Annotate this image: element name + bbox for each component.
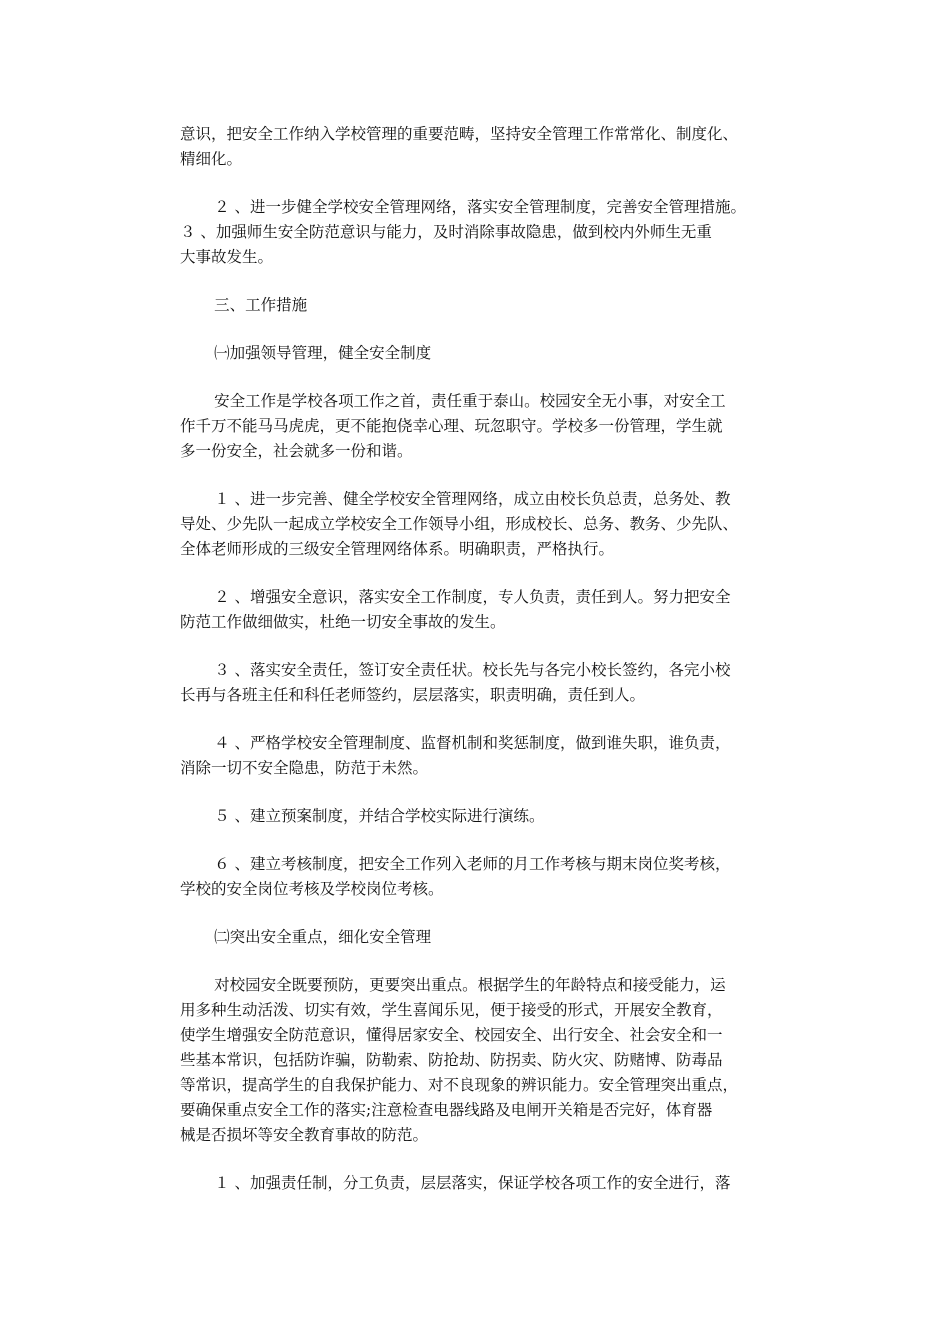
- text-line: 学校的安全岗位考核及学校岗位考核。: [180, 880, 444, 898]
- text-line: ２ 、进一步健全学校安全管理网络，落实安全管理制度，完善安全管理措施。: [214, 198, 747, 216]
- text-line: 消除一切不安全隐患，防范于未然。: [180, 759, 429, 777]
- paragraph: [180, 658, 780, 708]
- paragraph: [180, 389, 780, 464]
- text-line: 要确保重点安全工作的落实;注意检查电器线路及电闸开关箱是否完好，体育器: [180, 1101, 713, 1119]
- text-line: １ 、加强责任制，分工负责，层层落实，保证学校各项工作的安全进行，落: [214, 1174, 731, 1192]
- text-line: ３ 、加强师生安全防范意识与能力，及时消除事故隐患，做到校内外师生无重: [180, 223, 712, 241]
- text-line: 作千万不能马马虎虎，更不能抱侥幸心理、玩忽职守。学校多一份管理，学生就: [180, 417, 723, 435]
- document-body: [180, 122, 780, 1219]
- paragraph: [180, 585, 780, 635]
- text-line: 导处、少先队一起成立学校安全工作领导小组，形成校长、总务、教务、少先队、: [180, 515, 739, 533]
- text-line: 多一份安全，社会就多一份和谐。: [180, 442, 413, 460]
- text-line: ２ 、增强安全意识，落实安全工作制度，专人负责，责任到人。努力把安全: [214, 588, 731, 606]
- text-line: 用多种生动活泼、切实有效，学生喜闻乐见，便于接受的形式，开展安全教育，: [180, 1001, 723, 1019]
- paragraph: [180, 220, 780, 270]
- text-line: 三、工作措施: [214, 296, 308, 314]
- paragraph: [180, 731, 780, 781]
- paragraph: [180, 487, 780, 562]
- paragraph: [180, 341, 780, 366]
- paragraph: [180, 804, 780, 829]
- paragraph: [180, 122, 780, 172]
- paragraph: [180, 293, 780, 318]
- text-line: １ 、进一步完善、健全学校安全管理网络，成立由校长负总责，总务处、教: [214, 490, 731, 508]
- text-line: 意识，把安全工作纳入学校管理的重要范畴，坚持安全管理工作常常化、制度化、: [180, 125, 739, 143]
- text-line: 长再与各班主任和科任老师签约，层层落实，职责明确，责任到人。: [180, 686, 646, 704]
- text-line: 对校园安全既要预防，更要突出重点。根据学生的年龄特点和接受能力，运: [214, 976, 726, 994]
- text-line: 些基本常识，包括防诈骗，防勒索、防抢劫、防拐卖、防火灾、防赌博、防毒品: [180, 1051, 723, 1069]
- text-line: ４ 、严格学校安全管理制度、监督机制和奖惩制度，做到谁失职，谁负责，: [214, 734, 731, 752]
- paragraph: [180, 973, 780, 1148]
- text-line: 大事故发生。: [180, 248, 274, 266]
- text-line: 安全工作是学校各项工作之首，责任重于泰山。校园安全无小事，对安全工: [214, 392, 726, 410]
- text-line: 械是否损坏等安全教育事故的防范。: [180, 1126, 429, 1144]
- text-line: ㈡突出安全重点，细化安全管理: [214, 928, 432, 946]
- text-line: ５ 、建立预案制度，并结合学校实际进行演练。: [214, 807, 545, 825]
- text-line: 精细化。: [180, 150, 243, 168]
- text-line: 使学生增强安全防范意识，懂得居家安全、校园安全、出行安全、社会安全和一: [180, 1026, 723, 1044]
- paragraph: [180, 925, 780, 950]
- paragraph: [180, 852, 780, 902]
- text-line: ６ 、建立考核制度，把安全工作列入老师的月工作考核与期末岗位奖考核，: [214, 855, 731, 873]
- text-line: 等常识，提高学生的自我保护能力、对不良现象的辨识能力。安全管理突出重点，: [180, 1076, 739, 1094]
- paragraph: [180, 195, 780, 220]
- paragraph: [180, 1171, 780, 1196]
- text-line: ㈠加强领导管理，健全安全制度: [214, 344, 432, 362]
- text-line: 全体老师形成的三级安全管理网络体系。明确职责，严格执行。: [180, 540, 615, 558]
- text-line: ３ 、落实安全责任，签订安全责任状。校长先与各完小校长签约，各完小校: [214, 661, 731, 679]
- text-line: 防范工作做细做实，杜绝一切安全事故的发生。: [180, 613, 506, 631]
